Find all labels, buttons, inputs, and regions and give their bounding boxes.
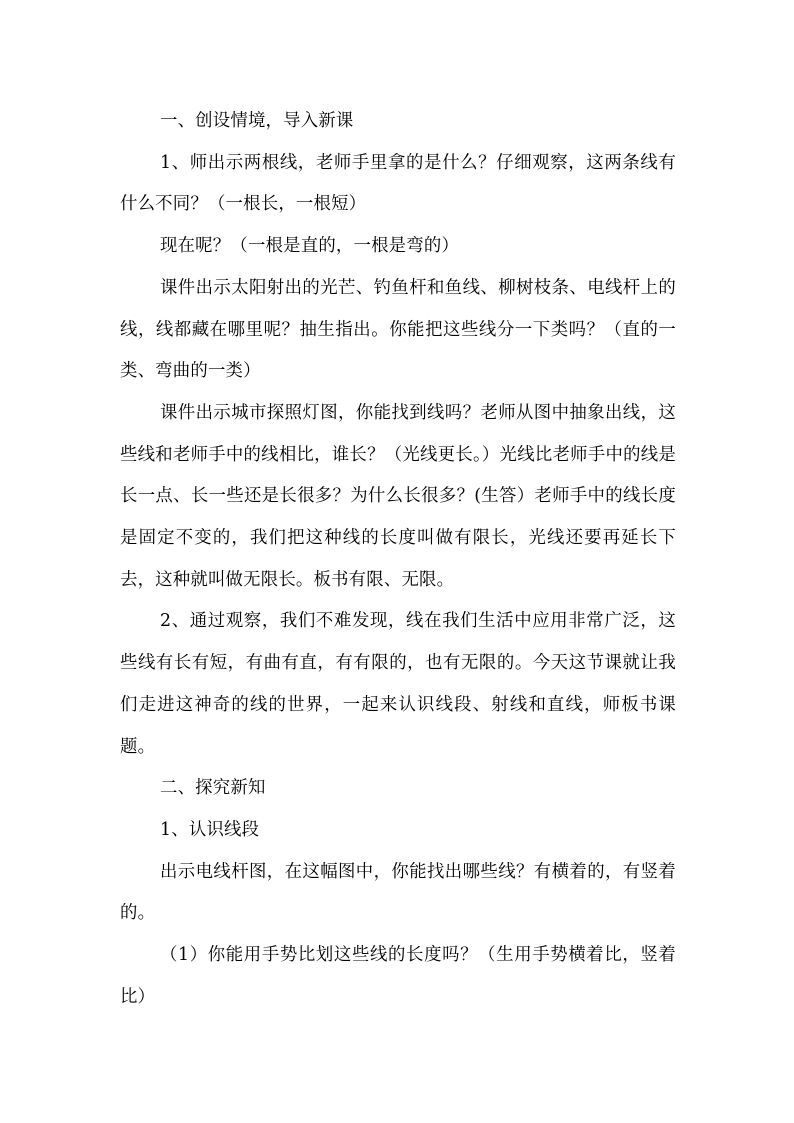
subsection-heading: 1、认识线段 (160, 819, 260, 840)
paragraph-3: 课件出示太阳射出的光芒、钓鱼杆和鱼线、柳树枝条、电线杆上的线，线都藏在哪里呢？抽生指出。你能把这些线分一下类吗？（直的一类、弯曲的一类） (120, 277, 676, 382)
document-body (120, 101, 676, 1018)
section-heading-1: 一、创设情境，导入新课 (160, 111, 354, 131)
paragraph-5: 2、通过观察，我们不难发现，线在我们生活中应用非常广泛，这些线有长有短，有曲有直，有有限的，也有无限的。今天这节课就让我们走进这神奇的线的世界，一起来认识线段、射线和直线，师板书课题。 (120, 611, 676, 757)
section-heading-2: 二、探究新知 (160, 778, 266, 799)
paragraph-6: 出示电线杆图，在这幅图中，你能找出哪些线？有横着的，有竖着的。 (120, 861, 676, 924)
paragraph-7: （1）你能用手势比划这些线的长度吗？（生用手势横着比，竖着比） (120, 945, 676, 1007)
paragraph-2: 现在呢？（一根是直的，一根是弯的） (160, 236, 460, 257)
paragraph-4: 课件出示城市探照灯图，你能找到线吗？老师从图中抽象出线，这些线和老师手中的线相比，谁长？（光线更长。）光线比老师手中的线是长一点、长一些还是长很多？为什么长很多？(生答）老师手中的线长度是固定不变的，我们把这种线的长度叫做有限长，光线还要再延长下去，这种就叫做无限长。板书有限、无限。 (120, 402, 676, 590)
paragraph-1: 1、师出示两根线，老师手里拿的是什么？仔细观察，这两条线有什么不同？（一根长，一根短） (120, 152, 676, 215)
